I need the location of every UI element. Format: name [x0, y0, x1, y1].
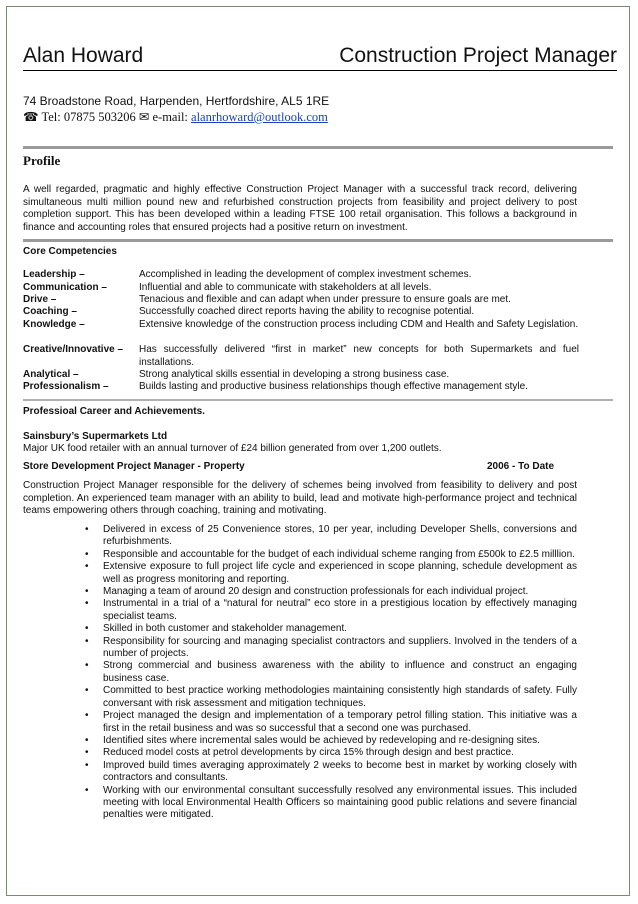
competency-desc: Accomplished in leading the development of complex investment schemes.: [139, 269, 472, 280]
profile-text: A well regarded, pragmatic and highly effective Construction Project Manager with a successful track record, delivering simultaneous multi million pound new and refurbished construction projects from feasibility and project delivery to post completion support. This has been developed within a leading FTSE 100 retail organisation. This follows a background in finance and accounting roles that ensured projects had a positive return on investment.: [23, 184, 577, 233]
competency-desc: Influential and able to communicate with stakeholders at all levels.: [139, 282, 432, 293]
competency-label: Creative/Innovative –: [23, 344, 124, 355]
competency-label: Coaching –: [23, 306, 77, 317]
list-item: • Improved build times averaging approximately 2 weeks to become best in market by working closely with contractors and consultants.: [85, 759, 577, 784]
email-label: e-mail:: [152, 110, 188, 124]
competency-label: Leadership –: [23, 269, 85, 280]
achievements-list: [85, 524, 577, 822]
competency-label: Analytical –: [23, 369, 79, 380]
competency-desc: Has successfully delivered “first in market” new concepts for both Supermarkets and fuel installations.: [139, 344, 579, 368]
job-title: Construction Project Manager: [339, 44, 617, 67]
competency-desc: Builds lasting and productive business relationships though effective management style.: [139, 381, 528, 392]
list-item: • Committed to best practice working methodologies maintaining consistently high standards of safety. Fully conversant with risk assessment and mitigation techniques.: [85, 685, 577, 709]
competency-label: Communication –: [23, 282, 107, 293]
competency-desc: Successfully coached direct reports having the ability to recognise potential.: [139, 306, 475, 317]
envelope-icon: ✉: [138, 110, 150, 124]
company-description: Major UK food retailer with an annual turnover of £24 billion generated from over 1,200 outlets.: [23, 443, 442, 454]
list-item: • Managing a team of around 20 design and construction professionals for each individual project.: [85, 586, 529, 598]
email-link[interactable]: alanrhoward@outlook.com: [191, 110, 328, 124]
list-item: • Extensive exposure to full project life cycle and experienced in scope planning, schedule development as well as progress monitoring and reporting.: [85, 561, 577, 585]
competency-label: Knowledge –: [23, 319, 85, 330]
phone-icon: ☎: [23, 110, 39, 124]
competency-desc: Extensive knowledge of the construction process including CDM and Health and Safety Legislation.: [139, 319, 579, 330]
list-item: • Responsibility for sourcing and managing specialist contractors and suppliers. Involved in the tenders of a number of projects.: [85, 635, 577, 660]
list-item: • Working with our environmental consultant successfully resolved any environmental issues. This included meeting with local Environmental Health Officers so maintaining good public relations and severe financial penalties were mitigated.: [85, 784, 577, 821]
list-item: • Reduced model costs at petrol developments by circa 15% through design and best practice.: [85, 747, 514, 759]
competency-label: Professionalism –: [23, 381, 109, 392]
list-item: • Instrumental in a trial of a “natural for neutral” eco store in a prestigious location by effectively managing specialist teams.: [85, 598, 577, 622]
list-item: • Identified sites where incremental sales would be achieved by redeveloping and re-designing sites.: [85, 734, 540, 746]
list-item: • Responsible and accountable for the budget of each individual scheme ranging from £500k to £2.5 milllion.: [85, 548, 575, 560]
list-item: • Project managed the design and implementation of a temporary petrol filling station. This initiative was a first in the retail business and was so successful that a second one was purchased.: [85, 710, 577, 734]
competency-label: Drive –: [23, 294, 57, 305]
competencies-heading: Core Competencies: [23, 246, 117, 257]
list-item: • Skilled in both customer and stakeholder management.: [85, 623, 348, 635]
role-title: Store Development Project Manager - Property: [23, 461, 245, 472]
list-item: • Delivered in excess of 25 Convenience stores, 10 per year, including Developer Shells, conversions and refurbishments.: [85, 524, 577, 548]
address: 74 Broadstone Road, Harpenden, Hertfordshire, AL5 1RE: [23, 94, 330, 108]
career-heading: Professioal Career and Achievements.: [23, 406, 205, 417]
section-divider: [23, 146, 613, 149]
role-summary: Construction Project Manager responsible for the delivery of schemes being involved from feasibility to delivery and post completion. An experienced team manager with an ability to build, lead and motivate high-performance project and technical teams empowering others through coaching, training and motivating.: [23, 480, 577, 516]
header-name-row: [23, 44, 617, 71]
role-dates: 2006 - To Date: [487, 461, 555, 472]
section-divider: [23, 399, 613, 401]
list-item: • Strong commercial and business awareness with the ability to influence and construct an engaging business case.: [85, 660, 577, 684]
competency-desc: Strong analytical skills essential in developing a strong business case.: [139, 369, 450, 380]
competency-desc: Tenacious and flexible and can adapt when under pressure to ensure goals are met.: [139, 294, 511, 305]
contact-line: [23, 109, 328, 125]
section-divider: [23, 239, 613, 242]
phone-number: Tel: 07875 503206: [41, 110, 136, 124]
company-name: Sainsbury’s Supermarkets Ltd: [23, 431, 168, 442]
profile-heading: Profile: [23, 153, 61, 168]
candidate-name: Alan Howard: [23, 44, 144, 67]
